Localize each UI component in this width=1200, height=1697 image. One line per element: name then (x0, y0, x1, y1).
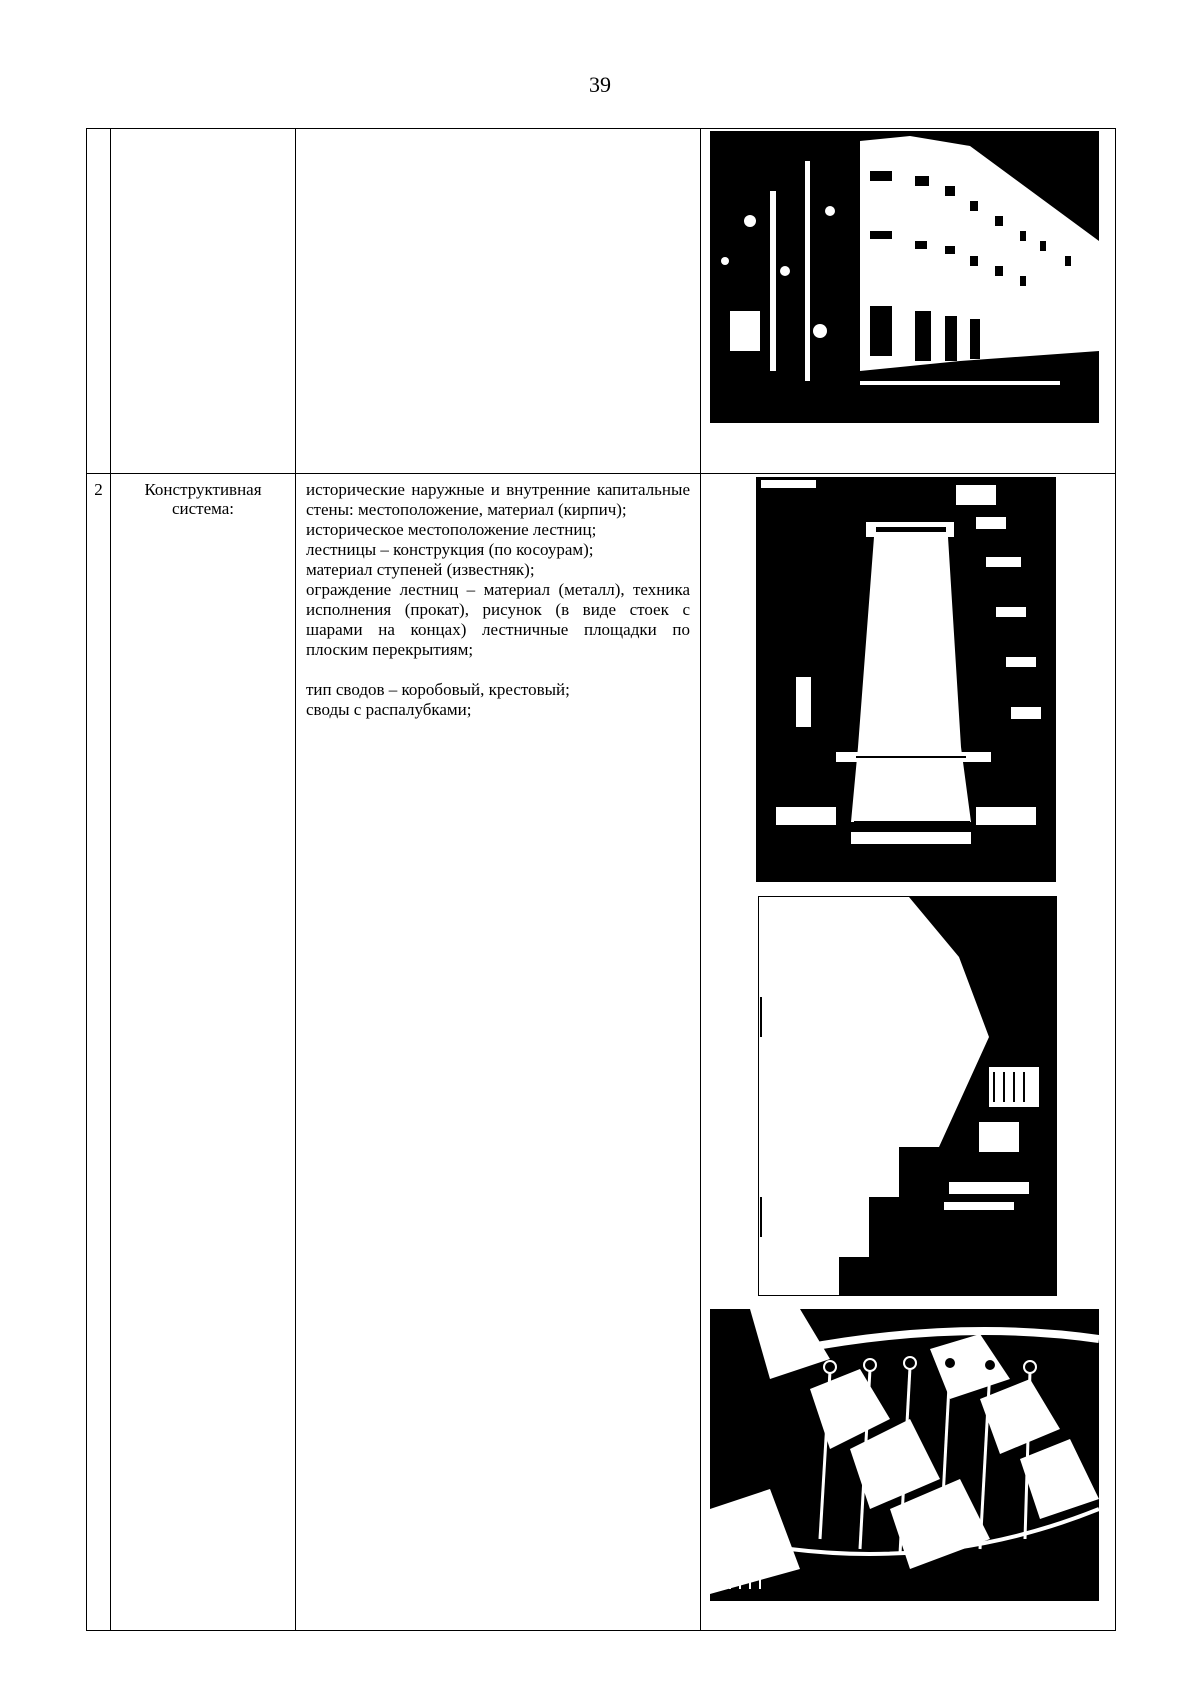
row-photo-cell (701, 129, 1116, 474)
row-description-cell (296, 129, 701, 474)
row-number-cell: 2 (87, 474, 111, 1631)
register-table (86, 128, 1116, 1631)
description-line: историческое местоположение лестниц; (306, 520, 597, 539)
page-number: 39 (589, 72, 611, 97)
table-row (87, 129, 1116, 474)
building-facade-photo (710, 131, 1099, 423)
spacer (306, 660, 690, 680)
stair-railing-photo (710, 1309, 1099, 1601)
stair-landing-photo (758, 896, 1057, 1296)
description-line: исторические наружные и внутренние капитальные стены: местоположение, материал (кирпич); (306, 480, 690, 519)
description-line: лестницы – конструкция (по косоурам); (306, 540, 594, 559)
row-description-cell (296, 474, 701, 1631)
stair-flight-photo (756, 477, 1056, 882)
row-name-cell (111, 129, 296, 474)
row-photo-cell (701, 474, 1116, 1631)
table-row (87, 474, 1116, 1631)
description-line: своды с распалубками; (306, 700, 472, 719)
description-line: тип сводов – коробовый, крестовый; (306, 680, 570, 699)
row-name-cell: Конструктивная система: (111, 474, 296, 1631)
description-line: ограждение лестниц – материал (металл), техника исполнения (прокат), рисунок (в виде стоек с шарами на концах) лестничные площадки по плоским перекрытиям; (306, 580, 690, 659)
description-line: материал ступеней (известняк); (306, 560, 535, 579)
row-number-cell (87, 129, 111, 474)
